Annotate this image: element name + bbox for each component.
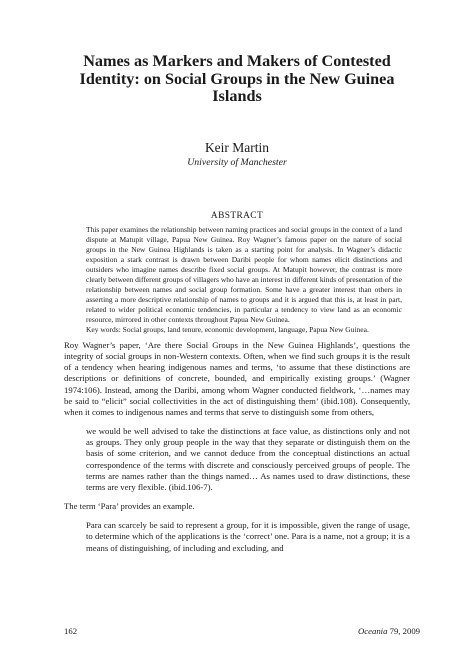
author-affiliation: University of Manchester [187,157,287,168]
block-quote-2: Para can scarcely be said to represent a group, for it is impossible, given the range of usage, to determine which of the applications is the ‘correct’ one. Para is a name, not a group; it is a means of distinguishing, of including and excluding, and [86,520,410,553]
paragraph-1: Roy Wagner’s paper, ‘Are there Social Groups in the New Guinea Highlands’, questions the integrity of social groups in non-Western contexts. Often, when we find such groups it is the result of a tendency when hearing indigenous names and terms, ‘to assume that these distinctions are descriptions or definitions of concrete, bounded, and empirically existing groups.’ (Wagner 1974:106). Instead, among the Daribi, among whom Wagner conducted fieldwork, ‘…names may be said to “elicit” social collectivities in the act of distinguishing them’ (ibid.108). Consequently, when it comes to indigenous names and terms that serve to distinguish some from others, [64,340,410,417]
abstract-heading: ABSTRACT [210,211,264,221]
paragraph-2: The term ‘Para’ provides an example. [64,501,195,512]
journal-citation [300,626,420,637]
page-number: 162 [64,626,78,636]
paper-title: Names as Markers and Makers of Contested Identity: on Social Groups in the New Guinea Islands [79,52,395,105]
author-name: Keir Martin [204,140,270,155]
body-text [64,340,410,562]
abstract-body: This paper examines the relationship between naming practices and social groups in the context of a land dispute at Matupit village, Papua New Guinea. Roy Wagner’s famous paper on the nature of social groups in the New Guinea Highlands is taken as a starting point for analysis. In Wagner’s didactic exposition a stark contrast is drawn between Daribi people for whom names elicit distinctions and outsiders who imagine names describe fixed social groups. At Matupit however, the contrast is more clearly between different groups of villagers who have an interest in different kinds of presentation of the relationship between names and social group formation. Some have a greater interest than others in asserting a more descriptive relationship of names to groups and it is argued that this is, at least in part, related to wider political economic tendencies, in particular a tendency to view land as an economic resource, mirrored in other contexts throughout Papua New Guinea. [86,225,402,325]
journal-name: Oceania [357,626,388,636]
abstract-text [86,225,402,336]
keywords: Key words: Social groups, land tenure, economic development, language, Papua New Guinea. [86,325,369,335]
journal-issue: 79, 2009 [389,626,420,636]
block-quote-1: we would be well advised to take the distinctions at face value, as distinctions only and not as groups. They only group people in the way that they separate or distinguish them on the basis of some criterion, and we cannot deduce from the conceptual distinctions an actual correspondence of the terms with discrete and consciously perceived groups of people. The terms are names rather than the things named… As names used to draw distinctions, these terms are very flexible. (ibid.106-7). [86,426,410,492]
